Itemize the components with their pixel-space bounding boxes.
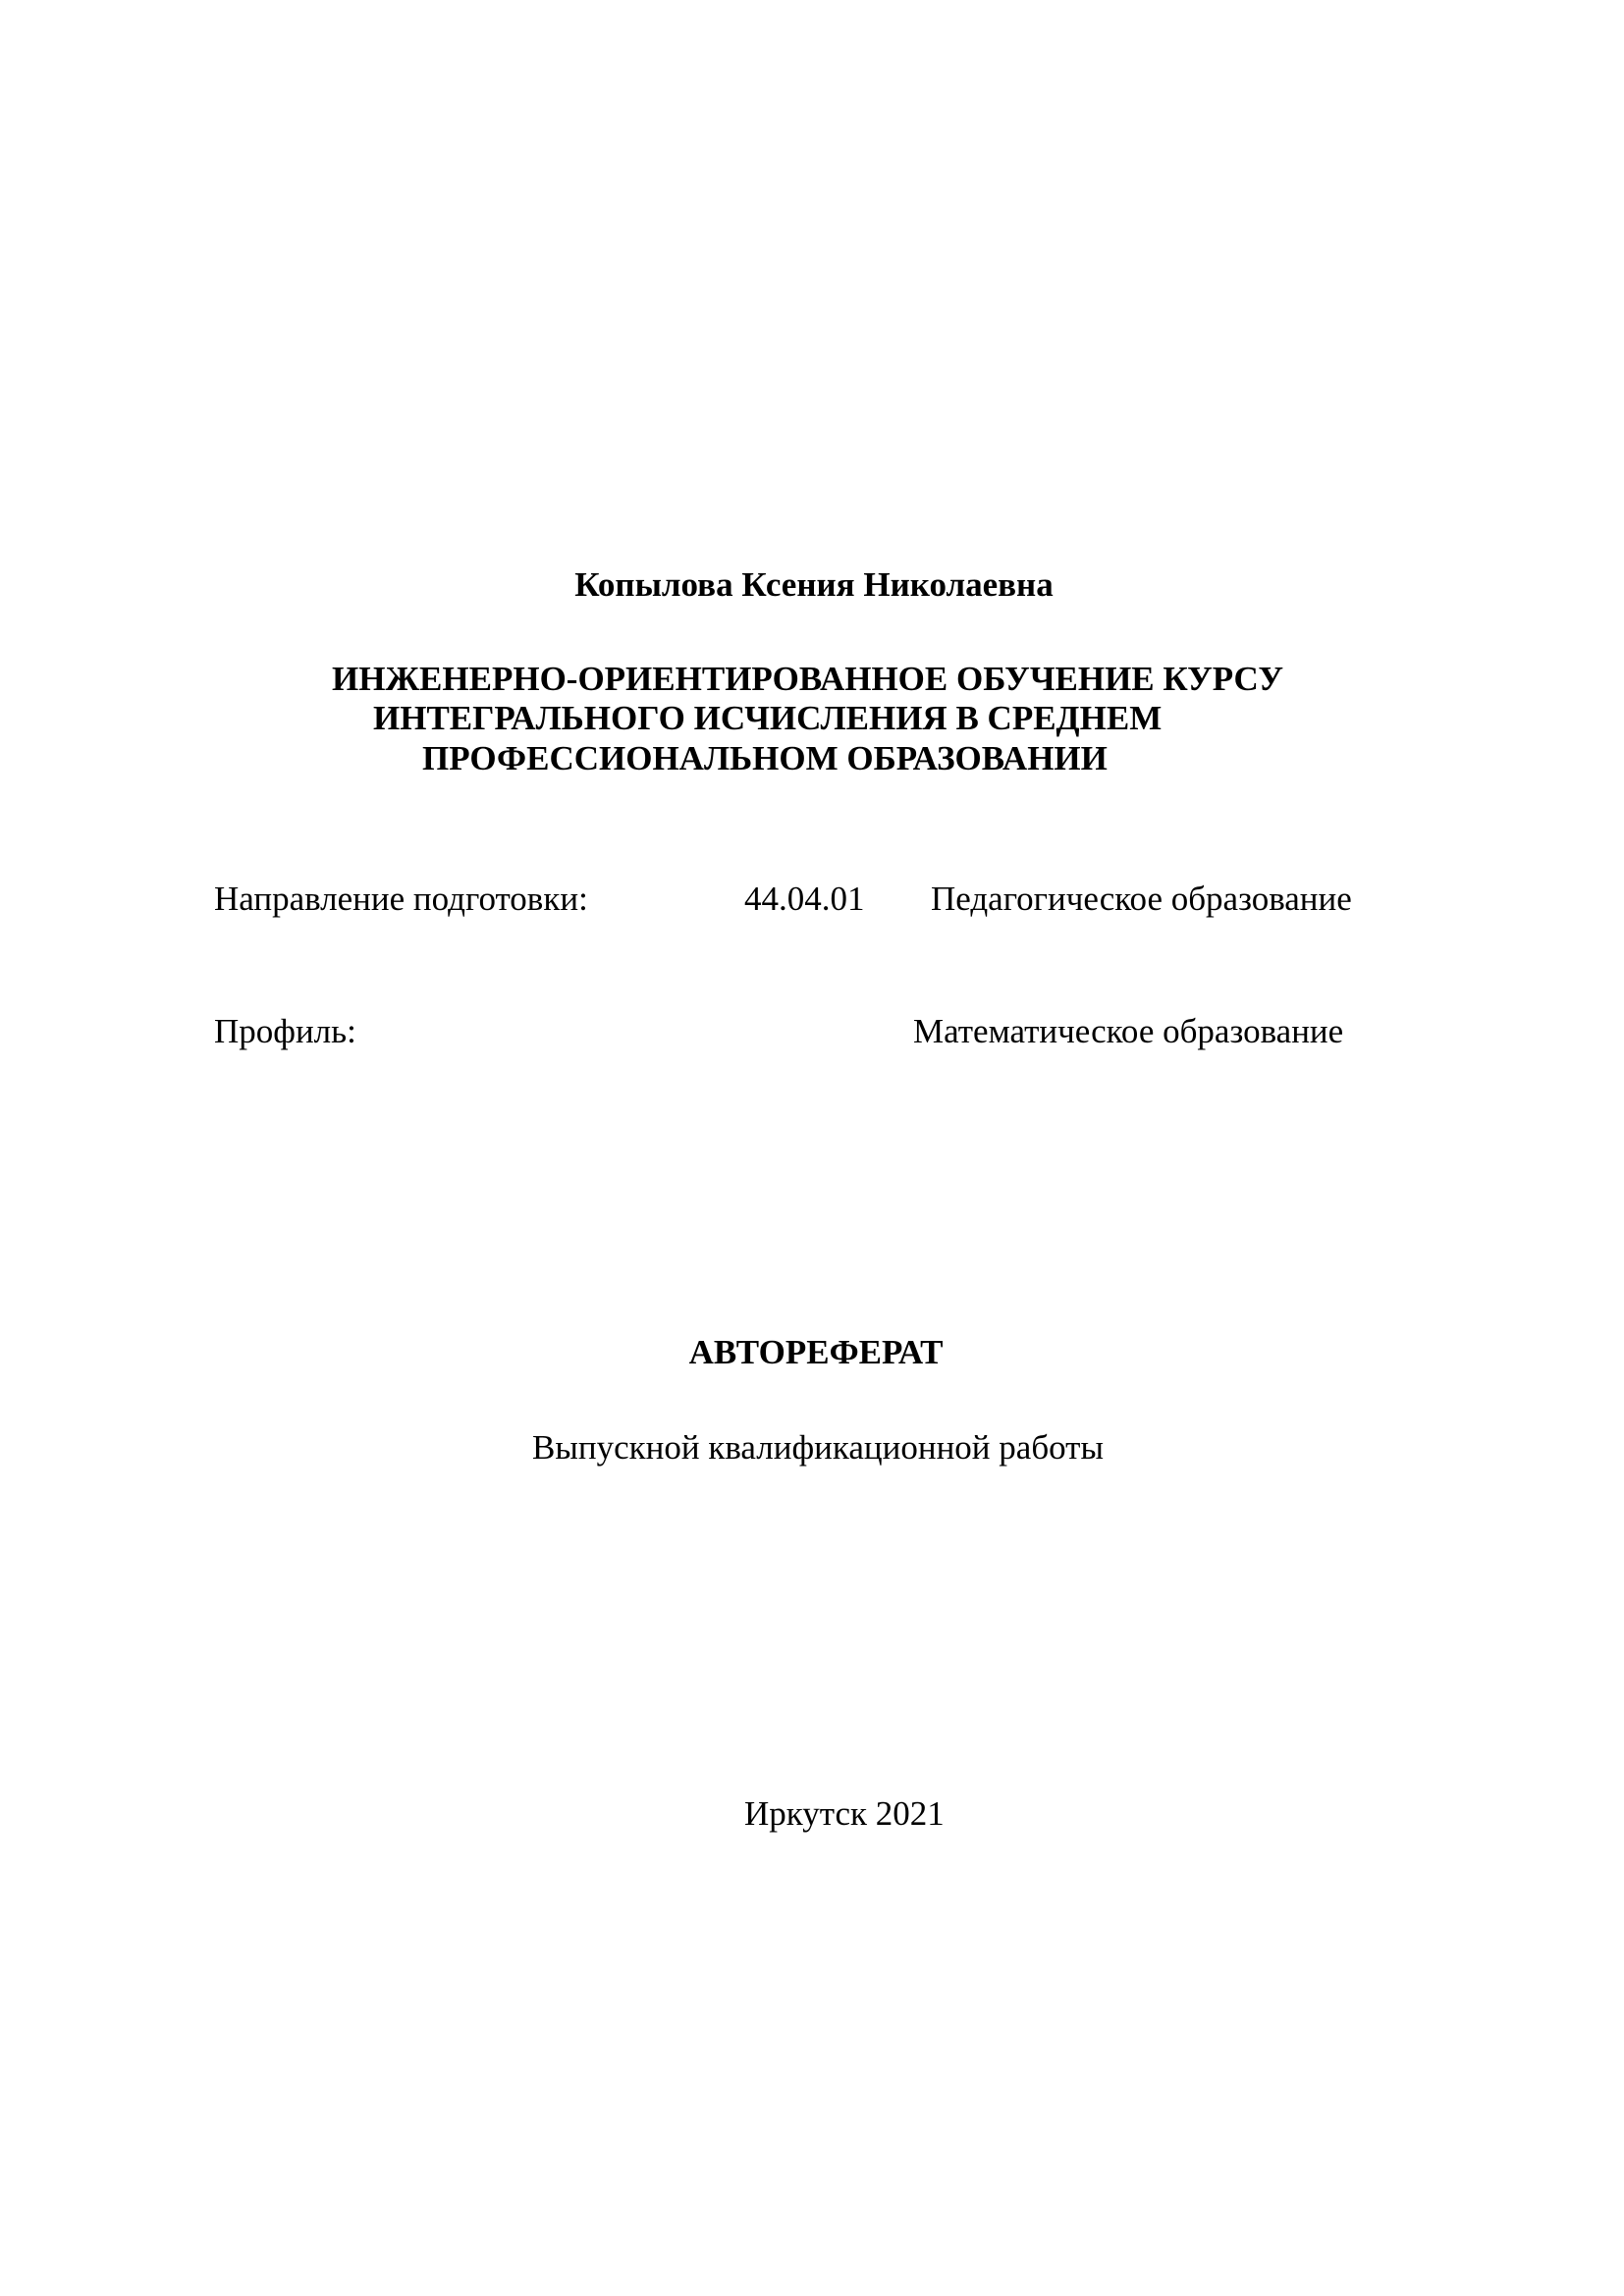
document-subtype: Выпускной квалификационной работы [532, 1428, 1104, 1467]
thesis-title-line-3: ПРОФЕССИОНАЛЬНОМ ОБРАЗОВАНИИ [422, 739, 1108, 777]
profile-name: Математическое образование [913, 1012, 1344, 1050]
direction-code: 44.04.01 [744, 880, 865, 918]
thesis-title-line-2: ИНТЕГРАЛЬНОГО ИСЧИСЛЕНИЯ В СРЕДНЕМ [373, 699, 1163, 737]
document-type-heading: АВТОРЕФЕРАТ [688, 1333, 944, 1371]
author-name: Копылова Ксения Николаевна [574, 565, 1054, 604]
profile-label: Профиль: [214, 1012, 356, 1050]
thesis-title-line-1: ИНЖЕНЕРНО-ОРИЕНТИРОВАННОЕ ОБУЧЕНИЕ КУРСУ [332, 660, 1284, 698]
city-year: Иркутск 2021 [744, 1794, 945, 1833]
direction-label: Направление подготовки: [214, 880, 588, 918]
direction-name: Педагогическое образование [931, 880, 1352, 918]
